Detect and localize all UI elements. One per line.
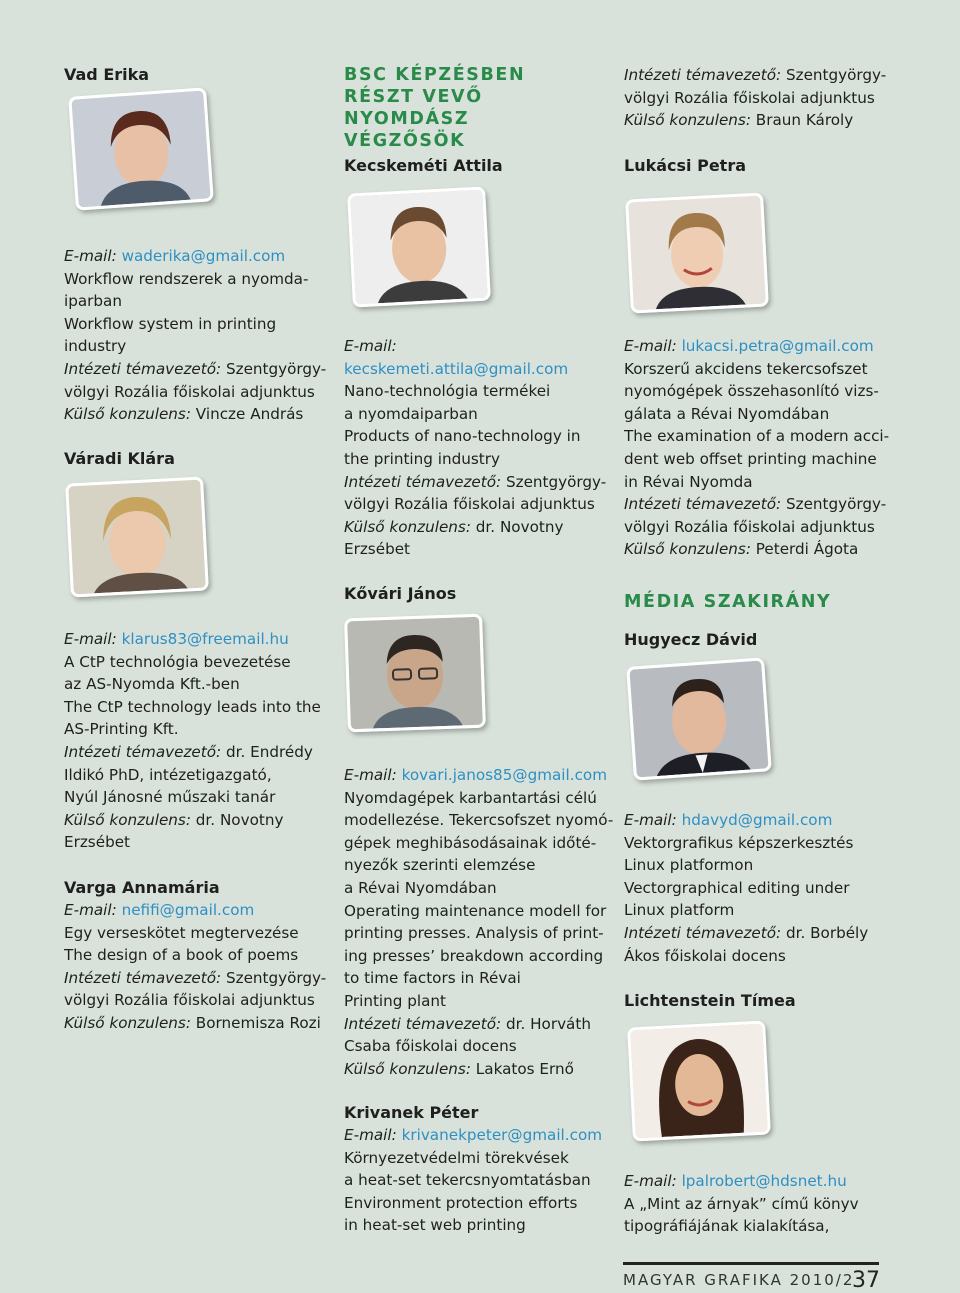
student-vad-erika bbox=[64, 64, 332, 86]
student-lukacsi-petra bbox=[624, 155, 894, 177]
student-name: Hugyecz Dávid bbox=[624, 630, 758, 649]
student-lichtenstein-timea bbox=[624, 990, 894, 1012]
student-hugyecz-david-details: E-mail: hdavyd@gmail.com Vektorgrafikus képszerkesztés Linux platformon Vectorgraphical editing under Linux platform Intézeti témavezető: dr. Borbély Ákos főiskolai docens bbox=[624, 811, 869, 965]
portrait-photo bbox=[625, 192, 769, 313]
portrait-photo bbox=[344, 614, 486, 733]
student-varadi-klara-details: E-mail: klarus83@freemail.hu A CtP technológia bevezetése az AS-Nyomda Kft.-ben The CtP technology leads into the AS-Printing Kft. Intézeti témavezető: dr. Endrédy Ildikó PhD, intézetigazgató, Nyúl Jánosné műszaki tanár Külső konzulens: dr. Novotny Erzsébet bbox=[64, 630, 321, 852]
student-kecskemeti-attila-details: E-mail: kecskemeti.attila@gmail.com Nano-technológia termékei a nyomdaiparban Products of nano-technology in the printing industry Intézeti témavezető: Szentgyörgy- völgyi Rozália főiskolai adjunktus Külső konzulens: dr. Novotny Erzsébet bbox=[344, 337, 607, 559]
student-krivanek-peter: Krivanek Péter E-mail: krivanekpeter@gmail.com Környezetvédelmi törekvések a heat-set tekercsnyomtatásban Environment protection efforts in heat-set web printing bbox=[344, 1102, 606, 1237]
student-name: Krivanek Péter bbox=[344, 1103, 479, 1122]
student-varadi-klara bbox=[64, 448, 332, 470]
portrait-photo bbox=[65, 476, 209, 597]
portrait-photo bbox=[626, 657, 772, 780]
student-name: Kővári János bbox=[344, 584, 457, 603]
email-link[interactable]: lpalrobert@hdsnet.hu bbox=[681, 1172, 847, 1190]
email-link[interactable]: klarus83@freemail.hu bbox=[121, 630, 289, 648]
email-link[interactable]: nefifi@gmail.com bbox=[121, 901, 255, 919]
email-link[interactable]: kecskemeti.attila@gmail.com bbox=[344, 359, 569, 378]
student-name: Kecskeméti Attila bbox=[344, 156, 503, 175]
portrait-photo bbox=[627, 1020, 771, 1141]
student-kovari-janos bbox=[344, 583, 606, 605]
student-lukacsi-petra-details: E-mail: lukacsi.petra@gmail.com Korszerű akcidens tekercsofszet nyomógépek összehasonlító vizs- gálata a Révai Nyomdában The examination of a modern acci- dent web offset printing machine in Révai Nyomda Intézeti témavezető: Szentgyörgy- völgyi Rozália főiskolai adjunktus Külső konzulens: Peterdi Ágota bbox=[624, 337, 890, 559]
student-name: Vad Erika bbox=[64, 65, 150, 84]
student-vad-erika-details: E-mail: waderika@gmail.com Workflow rendszerek a nyomda- iparban Workflow system in printing industry Intézeti témavezető: Szentgyörgy- völgyi Rozália főiskolai adjunktus Külső konzulens: Vincze András bbox=[64, 247, 327, 424]
footer-divider bbox=[623, 1262, 879, 1265]
student-kecskemeti-attila bbox=[344, 155, 606, 177]
page-number: 37 bbox=[852, 1268, 880, 1293]
portrait-photo bbox=[68, 87, 214, 210]
magazine-title: MAGYAR GRAFIKA 2010/2 bbox=[623, 1271, 855, 1289]
portrait-photo bbox=[347, 186, 491, 307]
email-link[interactable]: waderika@gmail.com bbox=[121, 247, 286, 265]
media-section-heading: MÉDIA SZAKIRÁNY bbox=[624, 592, 832, 612]
student-name: Lukácsi Petra bbox=[624, 156, 746, 175]
student-hugyecz-david bbox=[624, 629, 894, 651]
student-name: Lichtenstein Tímea bbox=[624, 991, 796, 1010]
student-name: Váradi Klára bbox=[64, 449, 175, 468]
email-link[interactable]: kovari.janos85@gmail.com bbox=[401, 766, 608, 784]
continued-supervisors: Intézeti témavezető: Szentgyörgy- völgyi Rozália főiskolai adjunktus Külső konzulens: Braun Károly bbox=[624, 66, 887, 130]
email-link[interactable]: krivanekpeter@gmail.com bbox=[401, 1126, 603, 1144]
section-heading: BSC KÉPZÉSBEN RÉSZT VEVŐ NYOMDÁSZ VÉGZŐSÖK bbox=[344, 65, 526, 151]
student-name: Varga Annamária bbox=[64, 878, 220, 897]
student-varga-annamaria: Varga Annamária E-mail: nefifi@gmail.com Egy verseskötet megtervezése The design of a book of poems Intézeti témavezető: Szentgyörgy- völgyi Rozália főiskolai adjunktus Külső konzulens: Bornemisza Rozi bbox=[64, 877, 332, 1035]
email-link[interactable]: lukacsi.petra@gmail.com bbox=[681, 337, 874, 355]
student-kovari-janos-details: E-mail: kovari.janos85@gmail.com Nyomdagépek karbantartási célú modellezése. Tekercsofszet nyomó- gépek meghibásodásainak időté- nyezők szerinti elemzése a Révai Nyomdában Operating maintenance modell for printing presses. Analysis of print- ing presses’ breakdown according to time factors in Révai Printing plant Intézeti témavezető: dr. Horváth Csaba főiskolai docens Külső konzulens: Lakatos Ernő bbox=[344, 766, 614, 1078]
student-lichtenstein-timea-details: E-mail: lpalrobert@hdsnet.hu A „Mint az árnyak” című könyv tipográfiájának kialakítása, bbox=[624, 1172, 859, 1236]
email-link[interactable]: hdavyd@gmail.com bbox=[681, 811, 833, 829]
